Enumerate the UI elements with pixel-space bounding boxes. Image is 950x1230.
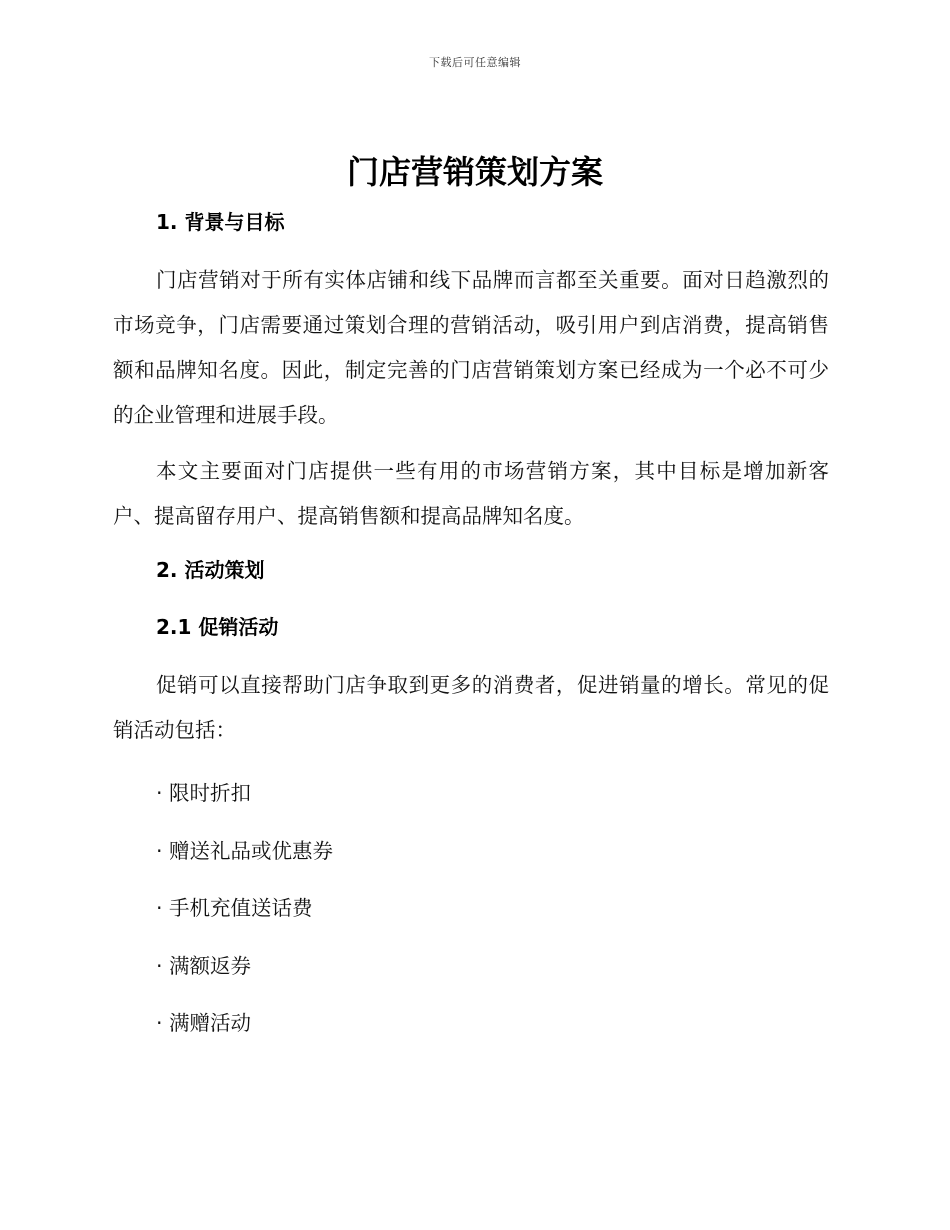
document-body — [113, 202, 829, 1053]
list-item: · 手机充值送话费 — [156, 896, 313, 920]
list-item: · 满额返券 — [156, 953, 252, 978]
list-item: · 满赠活动 — [156, 1011, 252, 1035]
list-item: · 限时折扣 — [156, 781, 252, 805]
page-header: 下载后可任意编辑 — [429, 56, 521, 69]
paragraph-background: 门店营销对于所有实体店铺和线下品牌而言都至关重要。面对日趋激烈的市场竞争，门店需要通过策划合理的营销活动，吸引用户到店消费，提高销售额和品牌知名度。因此，制定完善的门店营销策划方案已经成为一个必不可少的企业管理和进展手段。 — [113, 268, 829, 427]
promotion-list — [113, 765, 829, 1053]
document-title: 门店营销策划方案 — [346, 153, 603, 191]
subsection-heading-promotions: 2.1 促销活动 — [156, 615, 279, 639]
section-heading-background-goals: 1. 背景与目标 — [156, 210, 285, 234]
paragraph-goals: 本文主要面对门店提供一些有用的市场营销方案，其中目标是增加新客户、提高留存用户、提高销售额和提高品牌知名度。 — [113, 459, 829, 528]
section-heading-activity-planning: 2. 活动策划 — [156, 558, 265, 582]
paragraph-promotions: 促销可以直接帮助门店争取到更多的消费者，促进销量的增长。常见的促销活动包括： — [113, 673, 829, 742]
list-item: · 赠送礼品或优惠券 — [156, 838, 334, 863]
